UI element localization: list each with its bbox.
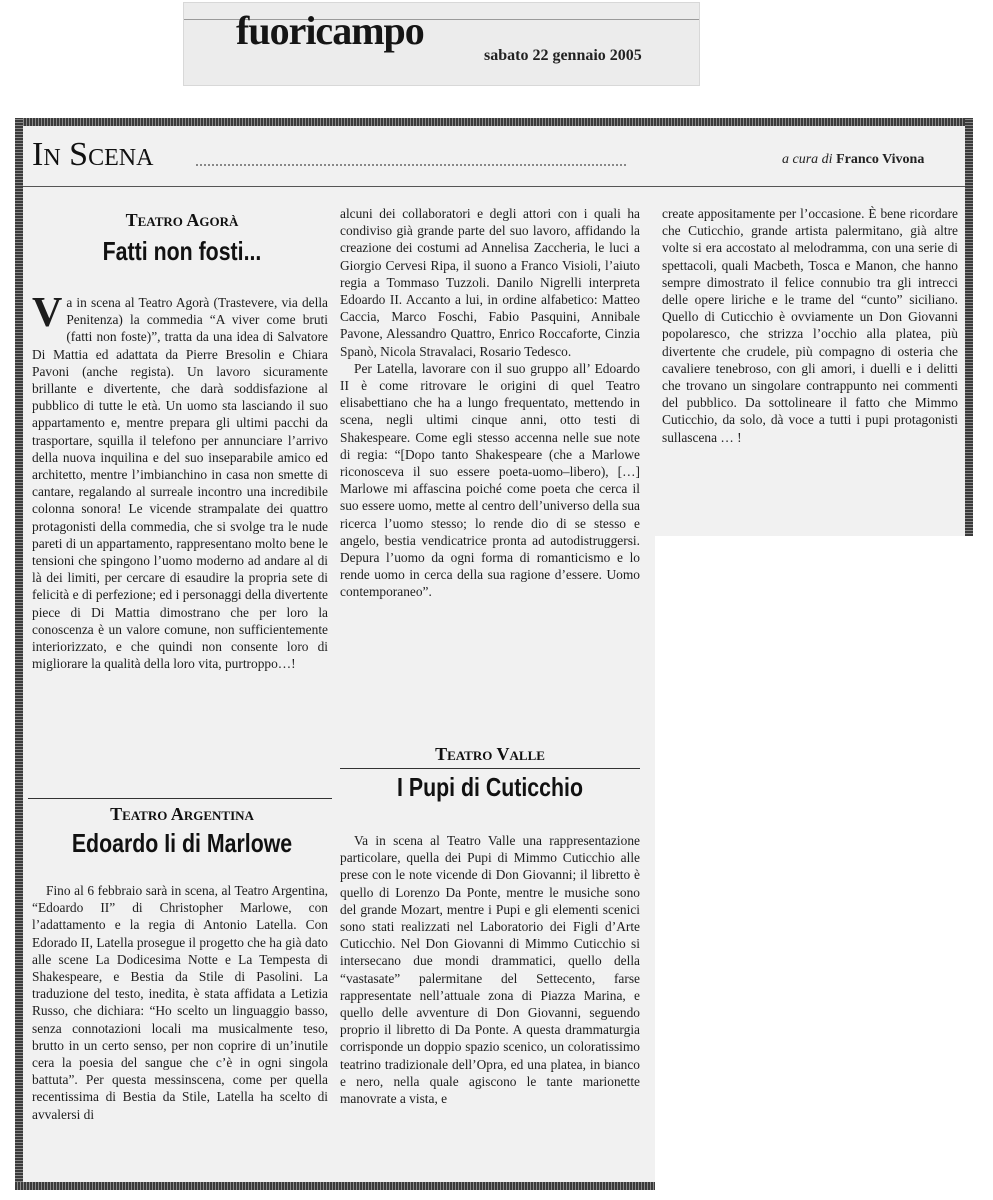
article-paragraph-text: a in scena al Teatro Agorà (Trastevere, via della Penitenza) la commedia “A viver come bruti (fatti non foste)”, tratta da una idea di Salvatore Di Mattia ed adattata da Pierre Bresolin e Chiara Pavoni (anche regista). Un lavoro sicuramente brillante e divertente, che darà soddisfazione al pubblico di tutte le età. Un uomo sta lasciando il suo appartamento e, mentre prepara gli ultimi pacchi da trasportare, squilla il telefono per annunciare l’arrivo della nuova inquilina e del suo inseparabile amico ed architetto, mentre l’imbianchino in casa non smette di cantare, regalando al surreale incontro una incredibile colonna sonora! Le vicende strampalate dei quattro protagonisti della commedia, che si svolge tra le nude pareti di un appartamento, rappresentano molto bene le tensioni che spingono l’uomo moderno ad andare al di là dei limiti, per cercare di esaudire la propria sete di felicità e di perfezione; ed i personaggi della divertente piece di Di Mattia dimostrano che per loro la conoscenza è un valore comune, non sufficientemente interiorizzato, e che quindi non consente loro di migliorare la qualità della loro vita, purtroppo…! xyxy=(32,295,328,672)
article-argentina-col1 xyxy=(32,882,328,1123)
section-rule xyxy=(23,186,965,187)
kicker-teatro-valle: Teatro Valle xyxy=(435,744,545,764)
frame-border-right xyxy=(965,118,973,536)
article-paragraph: alcuni dei collaboratori e degli attori con i quali ha condiviso già grande parte del suo lavoro, affidando la creazione dei costumi ad Annelisa Zaccheria, le luci a Giorgio Cervesi Ripa, il suono a Franco Visioli, l’aiuto regia a Tommaso Tuzzoli. Danilo Nigrelli interpreta Edoardo II. Accanto a lui, in ordine alfabetico: Matteo Caccia, Marco Foschi, Fabio Pasquini, Annibale Pavone, Alessandro Quattro, Enrico Roccaforte, Cinzia Spanò, Nicola Stravalaci, Rosario Tedesco. xyxy=(340,206,640,359)
headline-edoardo-ii: Edoardo Ii di Marlowe xyxy=(71,828,293,858)
curator-prefix: a cura di xyxy=(782,152,833,167)
drop-cap: V xyxy=(32,290,63,336)
article-paragraph xyxy=(32,290,328,672)
dotted-leader xyxy=(196,164,626,166)
curator-credit xyxy=(782,152,924,168)
article-valle-col2 xyxy=(340,832,640,1107)
divider-rule xyxy=(340,768,640,769)
article-paragraph: Per Latella, lavorare con il suo gruppo all’ Edoardo II è come ritrovare le origini di quel Teatro elisabettiano che ha a lungo frequentato, mettendo in scena, negli ultimi cinque anni, otto testi di Shakespeare. Come egli stesso accenna nelle sue note di regia: “[Dopo tanto Shakespeare (che a Marlowe riconosceva il suo essere poeta-uomo–libero), […] Marlowe mi affascina poiché come poeta che cerca il suo essere uomo, mette al centro dell’universo della sua ricerca l’uomo stesso; lo rende dio di se stesso e angelo, bestia vendicatrice pronta ad autodistruggersi. Depura l’uomo da ogni forma di romanticismo e lo rende uomo in cerca della sua ragione d’essere. Uomo contemporaneo”. xyxy=(340,360,640,600)
section-title: In Scena xyxy=(32,136,154,173)
frame-border-left xyxy=(15,118,23,1190)
headline-pupi-di-cuticchio: I Pupi di Cuticchio xyxy=(397,772,583,802)
kicker-teatro-argentina: Teatro Argentina xyxy=(110,804,254,824)
article-paragraph: create appositamente per l’occasione. È bene ricordare che Cuticchio, grande artista palermitano, già altre volte si era accostato al melodramma, con una serie di spettacoli, quali Macbeth, Tosca e Manon, che hanno sempre dimostrato il felice connubio tra gli intrecci delle opere liriche e le trame del “cunto” siciliano. Quello di Cuticchio è ovviamente un Don Giovanni popolaresco, che strizza l’occhio alla platea, più divertente che crudele, più compagno di osteria che cavaliere tenebroso, con gli amori, i duelli e i delitti che trovano un singolare contrappunto nei commenti del pubblico. Da sottolineare il fatto che Mimmo Cuticchio, da solo, dà voce a tutti i pupi protagonisti sullascena … ! xyxy=(662,206,958,445)
frame-border-top xyxy=(15,118,973,126)
article-agora-body xyxy=(32,290,328,672)
article-paragraph: Fino al 6 febbraio sarà in scena, al Teatro Argentina, “Edoardo II” di Christopher Marlowe, con l’adattamento e la regia di Antonio Latella. Con Edorado II, Latella prosegue il progetto che ha già dato alle scene La Dodicesima Notte e La Tempesta di Shakespeare, e Bestia da Stile di Pasolini. La traduzione del testo, inedita, è stata affidata a Letizia Russo, che dichiara: “Ho scelto un linguaggio basso, senza connotazioni locali ma musicalmente teso, brutto in un certo senso, per non coprire di un’inutile cera la poesia del sangue che c’è in ogni singola battuta”. Per questa messinscena, come per quella recentissima di Bestia da Stile, Latella ha scelto di avvalersi di xyxy=(32,883,328,1122)
article-valle-col3 xyxy=(662,205,958,446)
kicker-teatro-agora: Teatro Agorà xyxy=(125,210,239,230)
divider-rule xyxy=(28,798,332,799)
issue-date: sabato 22 gennaio 2005 xyxy=(484,47,642,64)
article-paragraph: Va in scena al Teatro Valle una rappresentazione particolare, quella dei Pupi di Mimmo Cuticchio alle prese con le note vicende di Don Giovanni; il libretto è quello di Lorenzo Da Ponte, mentre le musiche sono del grande Mozart, mentre i Pupi e gli elementi scenici sono stati realizzati nel Laboratorio dei Figli d’Arte Cuticchio. Nel Don Giovanni di Mimmo Cuticchio si intersecano due mondi drammatici, quello della “vastasate” palermitane del Settecento, farse rappresentate nell’attuale zona di Piazza Marina, e quello delle avventure di Don Giovanni, seguendo proprio il libretto di Da Ponte. A questa drammaturgia corrisponde un doppio spazio scenico, un coloratissimo teatrino tradizionale dell’Opra, ed una platea, in bianco e nero, nella quale agiscono le tante marionette manovrate a vista, e xyxy=(340,833,640,1107)
masthead xyxy=(183,2,700,86)
curator-name: Franco Vivona xyxy=(836,152,925,167)
article-argentina-col2 xyxy=(340,205,640,601)
headline-fatti-non-fosti: Fatti non fosti... xyxy=(102,236,262,266)
frame-border-bottom xyxy=(15,1182,655,1190)
newspaper-logo: fuoricampo xyxy=(236,8,424,53)
